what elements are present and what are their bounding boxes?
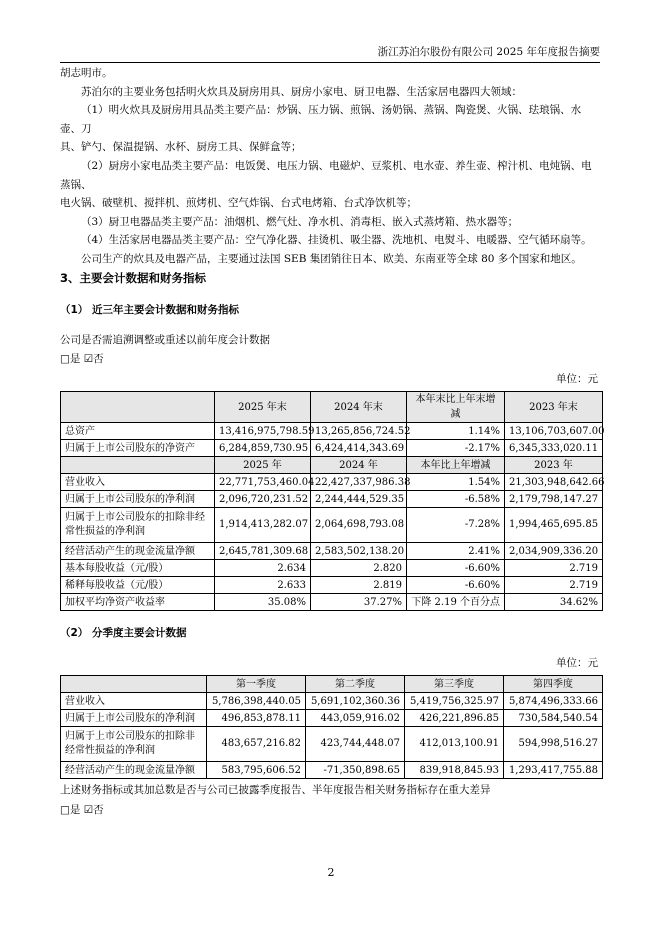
table-row	[61, 440, 603, 457]
value-cell: 594,998,516.27	[504, 727, 603, 762]
intro-line: 电火锅、破壁机、搅拌机、煎烤机、空气炸锅、台式电烤箱、台式净饮机等；	[60, 197, 417, 210]
value-cell: 412,013,100.91	[405, 727, 504, 762]
table-header-row	[61, 676, 603, 693]
table-row	[61, 508, 603, 543]
value-cell: 1,994,465,695.85	[505, 508, 603, 543]
value-cell: 583,795,606.52	[207, 762, 306, 779]
value-cell: 2,064,698,793.08	[311, 508, 407, 543]
row-label: 归属于上市公司股东的净利润	[61, 710, 207, 727]
value-cell: 483,657,216.82	[207, 727, 306, 762]
header-cell: 第四季度	[504, 676, 603, 693]
value-cell: 22,427,337,986.38	[311, 474, 407, 491]
header-cell: 2024 年末	[311, 392, 407, 423]
row-label: 营业收入	[61, 474, 215, 491]
value-cell: 6,284,859,730.95	[215, 440, 311, 457]
value-cell: 2,096,720,231.52	[215, 491, 311, 508]
value-cell: 5,874,496,333.66	[504, 693, 603, 710]
table-row	[61, 491, 603, 508]
header-cell	[61, 392, 215, 423]
row-label: 归属于上市公司股东的净利润	[61, 491, 215, 508]
header-cell: 第二季度	[306, 676, 405, 693]
value-cell: 1.14%	[407, 423, 505, 440]
value-cell: 2.820	[311, 560, 407, 577]
row-label: 加权平均净资产收益率	[61, 594, 215, 611]
value-cell: 21,303,948,642.66	[505, 474, 603, 491]
row-label: 营业收入	[61, 693, 207, 710]
value-cell: 730,584,540.54	[504, 710, 603, 727]
adjust-checkbox: □是 ☑否	[60, 353, 104, 365]
row-label: 总资产	[61, 423, 215, 440]
unit-label: 单位：元	[556, 373, 598, 385]
value-cell: 2.41%	[407, 543, 505, 560]
header-cell	[61, 676, 207, 693]
value-cell: 13,265,856,724.52	[311, 423, 407, 440]
diff-checkbox: □是 ☑否	[60, 804, 104, 816]
table-row	[61, 577, 603, 594]
row-label: 归属于上市公司股东的净资产	[61, 440, 215, 457]
value-cell: 2.719	[505, 560, 603, 577]
value-cell: 6,345,333,020.11	[505, 440, 603, 457]
diff-question: 上述财务指标或其加总数是否与公司已披露季度报告、半年度报告相关财务指标存在重大差异	[60, 784, 491, 796]
unit-label: 单位：元	[556, 657, 598, 669]
intro-line: 苏泊尔的主要业务包括明火炊具及厨房用具、厨房小家电、厨卫电器、生活家居电器四大领域：	[81, 85, 522, 98]
row-label: 归属于上市公司股东的扣除非经常性损益的净利润	[61, 508, 215, 543]
table-row	[61, 474, 603, 491]
value-cell: 2.633	[215, 577, 311, 594]
header-cell: 本年比上年增减	[407, 457, 505, 474]
table-row	[61, 594, 603, 611]
value-cell: 443,059,916.02	[306, 710, 405, 727]
page-header: 浙江苏泊尔股份有限公司 2025 年年度报告摘要	[60, 44, 600, 63]
row-label: 稀释每股收益（元/股）	[61, 577, 215, 594]
value-cell: 13,106,703,607.00	[505, 423, 603, 440]
value-cell: 496,853,878.11	[207, 710, 306, 727]
value-cell: 839,918,845.93	[405, 762, 504, 779]
value-cell: -6.58%	[407, 491, 505, 508]
value-cell: 5,786,398,440.05	[207, 693, 306, 710]
value-cell: 2,179,798,147.27	[505, 491, 603, 508]
value-cell: 2.719	[505, 577, 603, 594]
intro-line: 具、铲勺、保温提锅、水杯、厨房工具、保鲜盒等；	[60, 141, 302, 154]
value-cell: 2.634	[215, 560, 311, 577]
value-cell: 5,419,756,325.97	[405, 693, 504, 710]
table-row	[61, 560, 603, 577]
header-cell: 第一季度	[207, 676, 306, 693]
header-cell: 2025 年	[215, 457, 311, 474]
value-cell: 2,034,909,336.20	[505, 543, 603, 560]
header-cell: 第三季度	[405, 676, 504, 693]
value-cell: 22,771,753,460.04	[215, 474, 311, 491]
header-cell: 2023 年末	[505, 392, 603, 423]
value-cell: -7.28%	[407, 508, 505, 543]
annual-data-table	[60, 391, 603, 611]
value-cell: 2,645,781,309.68	[215, 543, 311, 560]
table-header-row	[61, 457, 603, 474]
value-cell: 1.54%	[407, 474, 505, 491]
value-cell: -71,350,898.65	[306, 762, 405, 779]
value-cell: 1,914,413,282.07	[215, 508, 311, 543]
row-label: 基本每股收益（元/股）	[61, 560, 215, 577]
value-cell: 2.819	[311, 577, 407, 594]
intro-line: （1）明火炊具及厨房用具品类主要产品：炒锅、压力锅、煎锅、汤奶锅、蒸锅、陶瓷煲、火锅、珐琅锅、水壶、刀	[60, 104, 582, 135]
value-cell: 426,221,896.85	[405, 710, 504, 727]
intro-line: 胡志明市。	[60, 67, 113, 79]
table-row	[61, 762, 603, 779]
subsection-title: （1） 近三年主要会计数据和财务指标	[60, 304, 239, 316]
table-row	[61, 543, 603, 560]
intro-line: （4）生活家居电器品类主要产品：空气净化器、挂烫机、吸尘器、洗地机、电熨斗、电暖器、空气循环扇等。	[81, 234, 592, 247]
intro-section	[60, 64, 602, 269]
value-cell: 2,244,444,529.35	[311, 491, 407, 508]
value-cell: 6,424,414,343.69	[311, 440, 407, 457]
table-row	[61, 710, 603, 727]
value-cell: 下降 2.19 个百分点	[407, 594, 505, 611]
section-title: 3、主要会计数据和财务指标	[60, 271, 207, 285]
row-label: 经营活动产生的现金流量净额	[61, 543, 215, 560]
page-number: 2	[327, 866, 335, 879]
intro-line: 公司生产的炊具及电器产品，主要通过法国 SEB 集团销往日本、欧美、东南亚等全球 80 多个国家和地区。	[81, 252, 582, 265]
value-cell: -2.17%	[407, 440, 505, 457]
value-cell: -6.60%	[407, 577, 505, 594]
value-cell: 37.27%	[311, 594, 407, 611]
row-label: 经营活动产生的现金流量净额	[61, 762, 207, 779]
table-header-row	[61, 392, 603, 423]
intro-line: （2）厨房小家电品类主要产品：电饭煲、电压力锅、电磁炉、豆浆机、电水壶、养生壶、榨汁机、电炖锅、电蒸锅、	[60, 159, 592, 191]
value-cell: 423,744,448.07	[306, 727, 405, 762]
header-cell: 本年末比上年末增减	[407, 392, 505, 423]
table-row	[61, 727, 603, 762]
value-cell: 1,293,417,755.88	[504, 762, 603, 779]
value-cell: 34.62%	[505, 594, 603, 611]
value-cell: -6.60%	[407, 560, 505, 577]
adjust-question: 公司是否需追溯调整或重述以前年度会计数据	[60, 334, 270, 346]
header-cell: 2024 年	[311, 457, 407, 474]
quarterly-data-table	[60, 675, 603, 779]
value-cell: 13,416,975,798.59	[215, 423, 311, 440]
header-cell: 2025 年末	[215, 392, 311, 423]
value-cell: 5,691,102,360.36	[306, 693, 405, 710]
subsection-title: （2） 分季度主要会计数据	[60, 627, 187, 639]
row-label: 归属于上市公司股东的扣除非经常性损益的净利润	[61, 727, 207, 762]
value-cell: 35.08%	[215, 594, 311, 611]
header-cell: 2023 年	[505, 457, 603, 474]
table-row	[61, 693, 603, 710]
header-cell	[61, 457, 215, 474]
value-cell: 2,583,502,138.20	[311, 543, 407, 560]
table-row	[61, 423, 603, 440]
intro-line: （3）厨卫电器品类主要产品：油烟机、燃气灶、净水机、消毒柜、嵌入式蒸烤箱、热水器等；	[81, 215, 519, 228]
